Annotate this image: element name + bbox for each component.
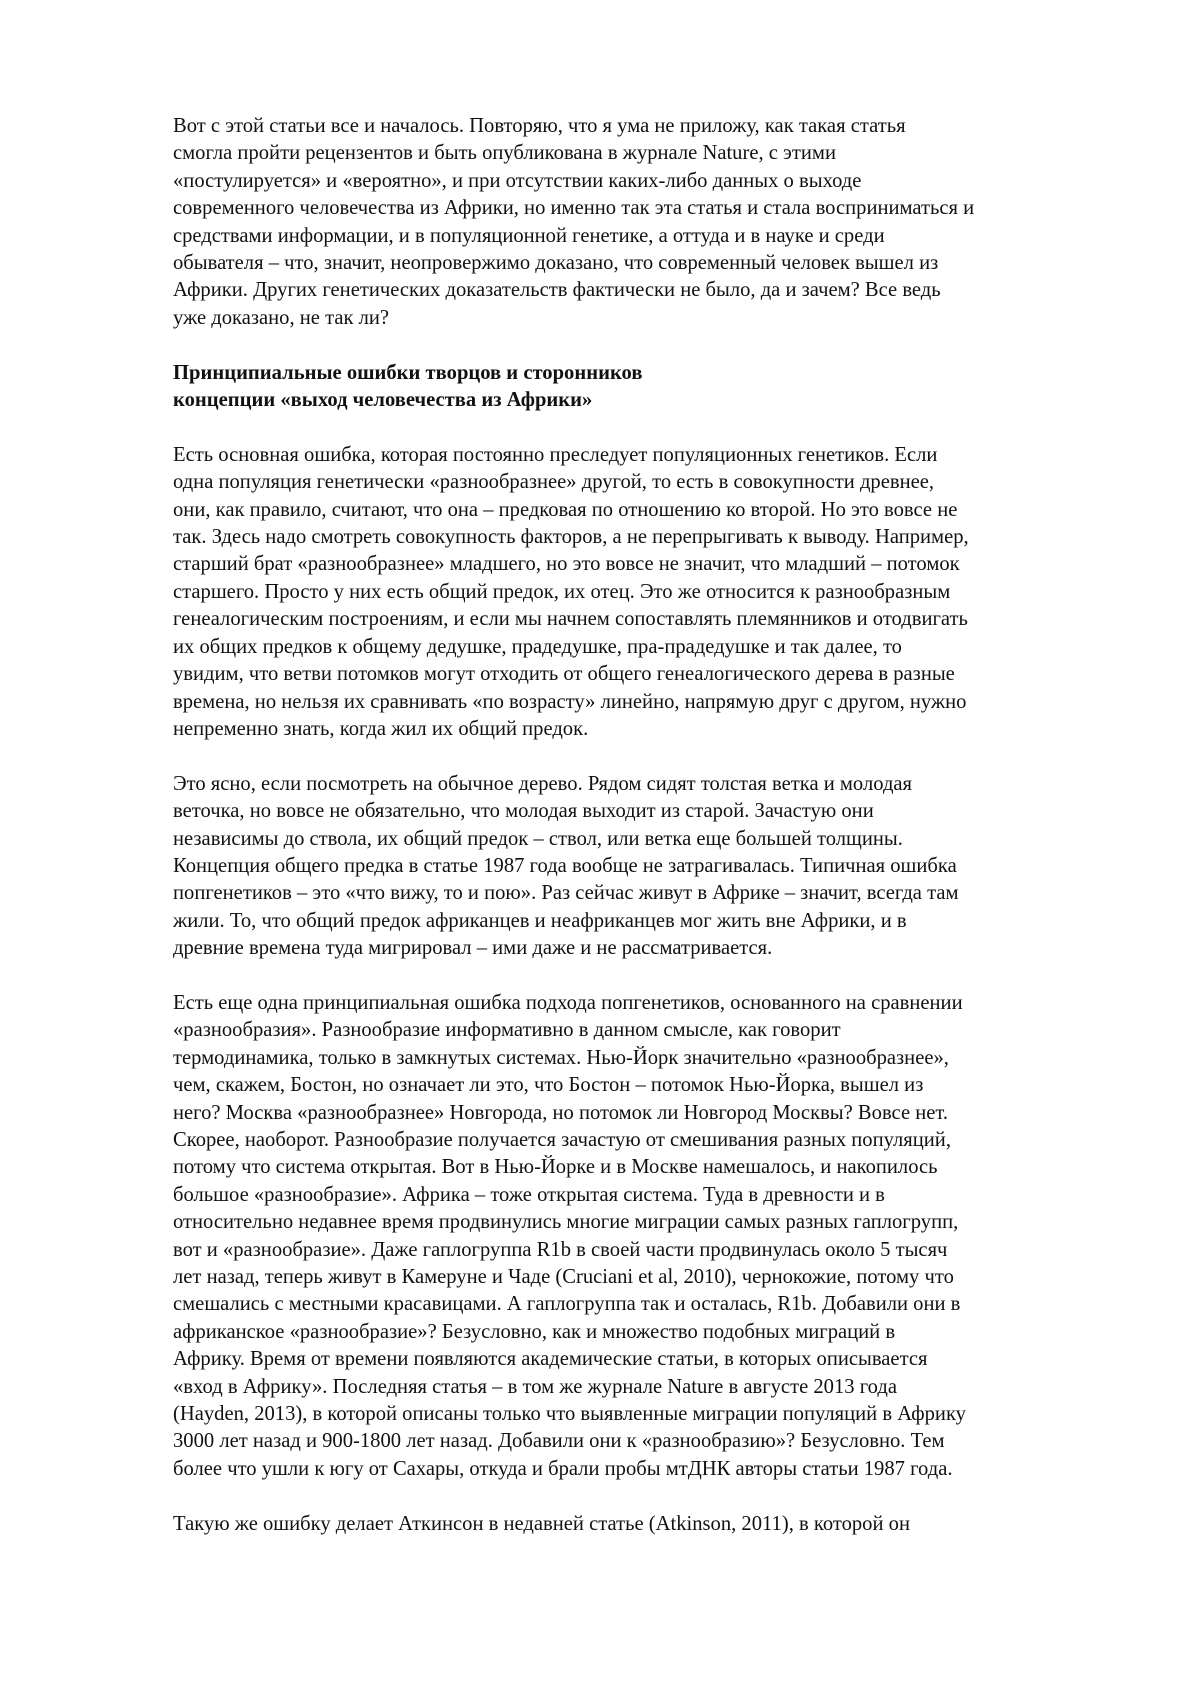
paragraph-gap <box>173 414 1133 441</box>
text-line: так. Здесь надо смотреть совокупность факторов, а не перепрыгивать к выводу. Например, <box>173 526 969 549</box>
paragraph-main-error <box>173 442 1133 743</box>
text-line: обывателя – что, значит, неопровержимо доказано, что современный человек вышел из <box>173 252 939 275</box>
paragraph-intro <box>173 113 1133 332</box>
text-line: большое «разнообразие». Африка – тоже открытая система. Туда в древности и в <box>173 1183 885 1206</box>
text-line: средствами информации, и в популяционной генетике, а оттуда и в науке и среди <box>173 224 885 247</box>
text-line: их общих предков к общему дедушке, прадедушке, пра-прадедушке и так далее, то <box>173 635 902 658</box>
paragraph-gap <box>173 1483 1133 1510</box>
text-line: увидим, что ветви потомков могут отходить от общего генеалогического дерева в разные <box>173 663 955 686</box>
text-line: более что ушли к югу от Сахары, откуда и брали пробы мтДНК авторы статьи 1987 года. <box>173 1457 953 1480</box>
text-line: старшего. Просто у них есть общий предок, их отец. Это же относится к разнообразным <box>173 580 951 603</box>
text-line: уже доказано, не так ли? <box>173 306 390 329</box>
text-line: одна популяция генетически «разнообразнее» другой, то есть в совокупности древнее, <box>173 471 935 494</box>
text-line: 3000 лет назад и 900-1800 лет назад. Добавили они к «разнообразию»? Безусловно. Тем <box>173 1430 945 1453</box>
text-line: старший брат «разнообразнее» младшего, но это вовсе не значит, что младший – потомок <box>173 553 960 576</box>
text-line: Есть еще одна принципиальная ошибка подхода попгенетиков, основанного на сравнении <box>173 991 963 1014</box>
text-line: попгенетиков – это «что вижу, то и пою». Раз сейчас живут в Африке – значит, всегда там <box>173 882 959 905</box>
text-line: Африку. Время от времени появляются академические статьи, в которых описывается <box>173 1348 928 1371</box>
heading-line: Принципиальные ошибки творцов и сторонников <box>173 361 643 384</box>
text-line: непременно знать, когда жил их общий предок. <box>173 717 589 740</box>
text-line: Африки. Других генетических доказательств фактически не было, да и зачем? Все ведь <box>173 279 941 302</box>
text-line: генеалогическим построениям, и если мы начнем сопоставлять племянников и отодвигать <box>173 608 968 631</box>
text-line: Скорее, наоборот. Разнообразие получается зачастую от смешивания разных популяций, <box>173 1128 951 1151</box>
section-heading <box>173 360 1133 415</box>
text-line: Это ясно, если посмотреть на обычное дерево. Рядом сидят толстая ветка и молодая <box>173 772 913 795</box>
paragraph-gap <box>173 332 1133 359</box>
text-line: Концепция общего предка в статье 1987 года вообще не затрагивалась. Типичная ошибка <box>173 854 957 877</box>
text-line: африканское «разнообразие»? Безусловно, как и множество подобных миграций в <box>173 1320 896 1343</box>
heading-line: концепции «выход человечества из Африки» <box>173 389 593 412</box>
text-line: Такую же ошибку делает Аткинсон в недавней статье (Atkinson, 2011), в которой он <box>173 1512 910 1535</box>
text-line: относительно недавнее время продвинулись многие миграции самых разных гаплогрупп, <box>173 1211 959 1234</box>
document-page <box>173 113 1133 1538</box>
text-line: (Hayden, 2013), в которой описаны только что выявленные миграции популяций в Африку <box>173 1403 966 1426</box>
text-line: древние времена туда мигрировал – ими даже и не рассматривается. <box>173 937 773 960</box>
text-line: него? Москва «разнообразнее» Новгорода, но потомок ли Новгород Москвы? Вовсе нет. <box>173 1101 948 1124</box>
paragraph-atkinson <box>173 1511 1133 1538</box>
text-line: термодинамика, только в замкнутых системах. Нью-Йорк значительно «разнообразнее», <box>173 1046 949 1069</box>
text-line: жили. То, что общий предок африканцев и неафриканцев мог жить вне Африки, и в <box>173 909 907 932</box>
paragraph-gap <box>173 963 1133 990</box>
text-line: Есть основная ошибка, которая постоянно преследует популяционных генетиков. Если <box>173 443 938 466</box>
paragraph-gap <box>173 743 1133 770</box>
text-line: независимы до ствола, их общий предок – ствол, или ветка еще большей толщины. <box>173 827 903 850</box>
text-line: современного человечества из Африки, но именно так эта статья и стала восприниматься и <box>173 197 975 220</box>
text-line: «постулируется» и «вероятно», и при отсутствии каких-либо данных о выходе <box>173 169 862 192</box>
text-line: лет назад, теперь живут в Камеруне и Чаде (Cruciani et al, 2010), чернокожие, потому что <box>173 1266 954 1288</box>
text-line: потому что система открытая. Вот в Нью-Йорке и в Москве намешалось, и накопилось <box>173 1156 938 1179</box>
text-line: чем, скажем, Бостон, но означает ли это, что Бостон – потомок Нью-Йорка, вышел из <box>173 1074 924 1097</box>
text-line: веточка, но вовсе не обязательно, что молодая выходит из старой. Зачастую они <box>173 800 874 823</box>
paragraph-tree <box>173 771 1133 963</box>
text-line: Вот с этой статьи все и началось. Повторяю, что я ума не приложу, как такая статья <box>173 115 906 137</box>
text-line: смешались с местными красавицами. А гаплогруппа так и осталась, R1b. Добавили они в <box>173 1293 961 1316</box>
text-line: «разнообразия». Разнообразие информативно в данном смысле, как говорит <box>173 1019 841 1042</box>
paragraph-diversity <box>173 990 1133 1483</box>
text-line: они, как правило, считают, что она – предковая по отношению ко второй. Но это вовсе не <box>173 498 958 521</box>
text-line: смогла пройти рецензентов и быть опубликована в журнале Nature, с этими <box>173 142 836 165</box>
text-line: «вход в Африку». Последняя статья – в том же журнале Nature в августе 2013 года <box>173 1375 897 1398</box>
text-line: вот и «разнообразие». Даже гаплогруппа R1b в своей части продвинулась около 5 тысяч <box>173 1238 948 1261</box>
text-line: времена, но нельзя их сравнивать «по возрасту» линейно, напрямую друг с другом, нужно <box>173 690 967 713</box>
